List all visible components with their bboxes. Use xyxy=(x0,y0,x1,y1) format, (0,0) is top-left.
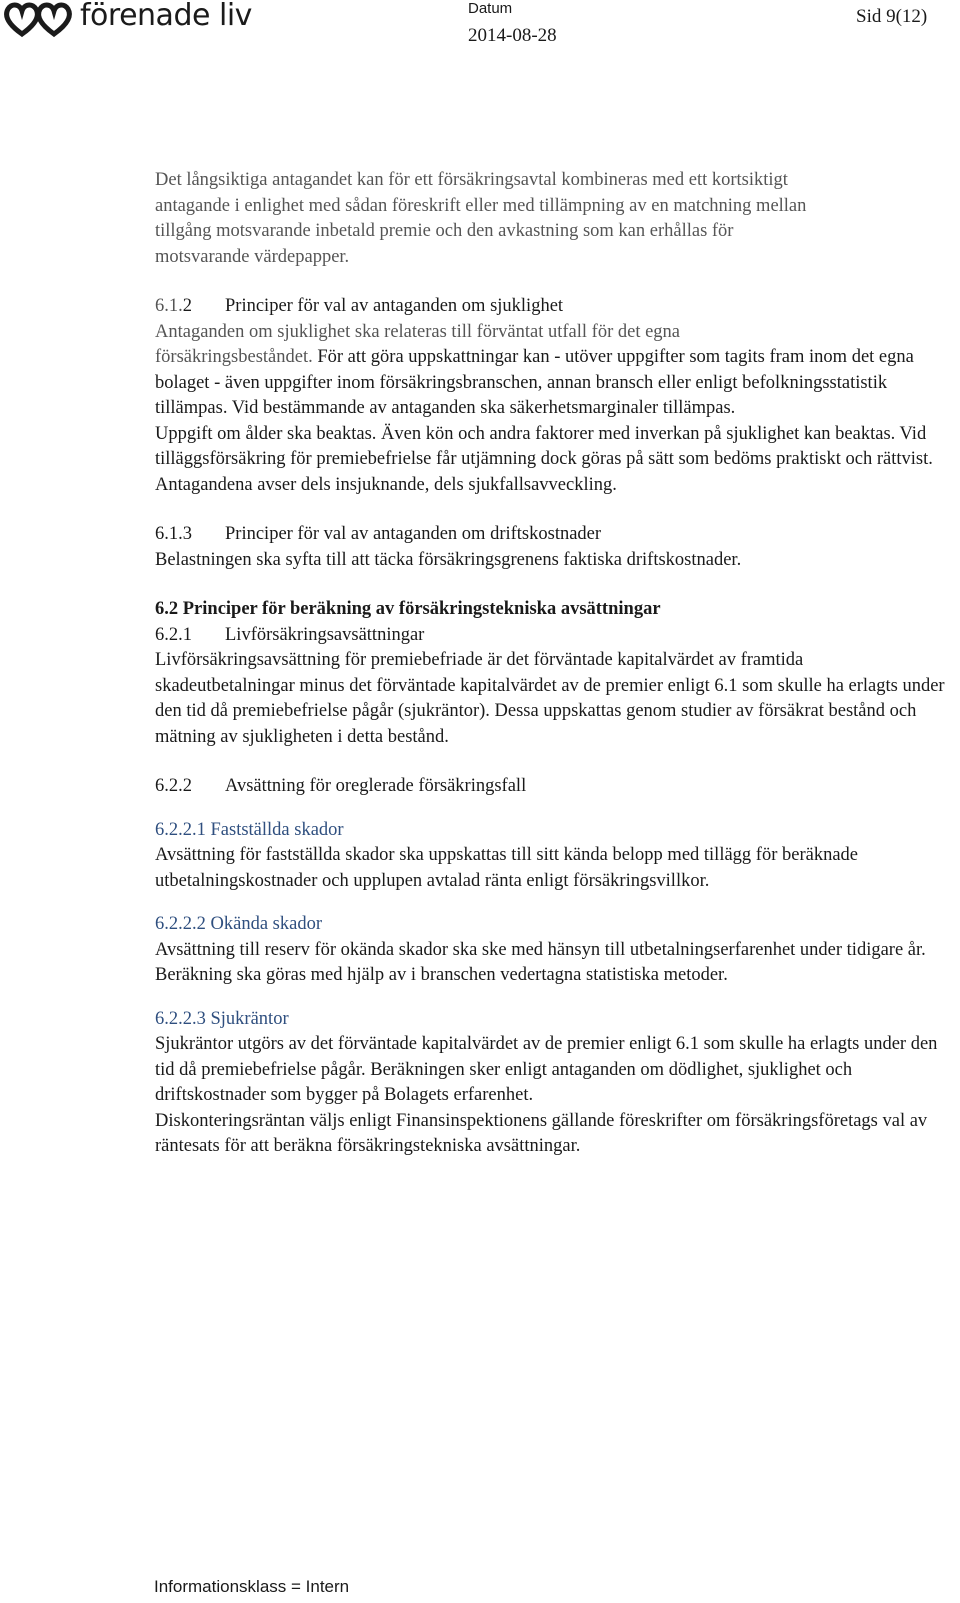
section-6-2-2-2: 6.2.2.2 Okända skador Avsättning till reserv för okända skador ska ske med hänsyn till utbetalningserfarenhet under tidigare år. Beräkning ska göras med hjälp av i branschen vedertagna statistiska metoder. xyxy=(155,912,945,989)
section-6-1-2: 6.1.2 Principer för val av antaganden om sjuklighet Antaganden om sjuklighet ska relateras till förväntat utfall för det egna försäkringsbeståndet. För att göra uppskattningar kan - utöver uppgifter som tagits fram inom det egna bolaget - även uppgifter inom försäkringsbranschen, annan bransch eller enligt befolkningsstatistik tillämpas. Vid bestämmande av antaganden ska säkerhetsmarginaler tillämpas. Uppgift om ålder ska beaktas. Även kön och andra faktorer med inverkan på sjuklighet kan beaktas. Vid tilläggsförsäkring för premiebefrielse får utjämning dock göras på sätt som bedöms praktiskt och rättvist. Antagandena avser dels insjuknande, dels sjukfallsavveckling. xyxy=(155,294,945,498)
section-6-2-2-1: 6.2.2.1 Fastställda skador Avsättning för fastställda skador ska uppskattas till sitt kända belopp med tillägg för beräknade utbetalningskostnader och upplupen avtalad ränta enligt försäkringsvillkor. xyxy=(155,818,945,895)
section-6-2-2 xyxy=(155,774,945,800)
section-heading: 6.2.2.1 Fastställda skador xyxy=(155,819,344,840)
date-value: 2014-08-28 xyxy=(468,25,557,46)
information-class: Informationsklass = Intern xyxy=(154,1577,350,1596)
section-6-2: 6.2 Principer för beräkning av försäkringstekniska avsättningar 6.2.1 Livförsäkringsavsättningar Livförsäkringsavsättning för premiebefriade är det förväntade kapitalvärdet av framtida skadeutbetalningar minus det förväntade kapitalvärdet av de premier enligt 6.1 som skulle ha erlagts under den tid då premiebefrielse pågår (sjukräntor). Dessa uppskattas genom studier av försäkrat bestånd och mätning av sjukligheten i detta bestånd. xyxy=(155,599,945,747)
date-label: Datum xyxy=(468,0,513,17)
intro-paragraph: Det långsiktiga antagandet kan för ett försäkringsavtal kombineras med ett kortsiktigt antagande i enlighet med sådan föreskrift eller med tillämpning av en matchning mellan tillgång motsvarande inbetald premie och den avkastning som kan erhållas för motsvarande värdepapper. xyxy=(155,170,807,267)
page-number: Sid 9(12) xyxy=(856,6,928,27)
section-6-2-2-3: 6.2.2.3 Sjukräntor Sjukräntor utgörs av det förväntade kapitalvärdet av de premier enligt 6.1 som skulle ha erlagts under den tid då premiebefrielse pågår. Beräkningen sker enligt antaganden om dödlighet, sjuklighet och driftskostnader som bygger på Bolagets erfarenhet. Diskonteringsräntan väljs enligt Finansinspektionens gällande föreskrifter om försäkringsföretags val av räntesats för att beräkna försäkringstekniska avsättningar. xyxy=(155,1007,945,1160)
section-heading: 6.1.2 Principer för val av antaganden om sjuklighet xyxy=(155,296,564,316)
section-heading: 6.2.2.2 Okända skador xyxy=(155,914,322,934)
section-text: försäkringsbeståndet. För att göra uppskattningar kan - utöver uppgifter som tagits fram inom det egna bolaget - även uppgifter inom försäkringsbranschen, annan bransch eller enligt befolkningsstatistik tillämpas. Vid bestämmande av antaganden ska säkerhetsmarginaler tillämpas. xyxy=(155,347,914,418)
section-heading: 6.1.3 Principer för val av antaganden om driftskostnader xyxy=(155,524,602,544)
section-heading: 6.2.1 Livförsäkringsavsättningar xyxy=(155,624,425,645)
section-6-1-3: 6.1.3 Principer för val av antaganden om driftskostnader Belastningen ska syfta till att täcka försäkringsgrenens faktiska driftskostnader. xyxy=(155,522,945,573)
logo-text: förenade liv xyxy=(80,0,252,33)
section-heading: 6.2 Principer för beräkning av försäkringstekniska avsättningar xyxy=(155,599,661,619)
section-heading: 6.2.2.3 Sjukräntor xyxy=(155,1008,289,1029)
document-body xyxy=(155,168,945,1160)
section-heading: 6.2.2 Avsättning för oreglerade försäkringsfall xyxy=(155,776,527,796)
